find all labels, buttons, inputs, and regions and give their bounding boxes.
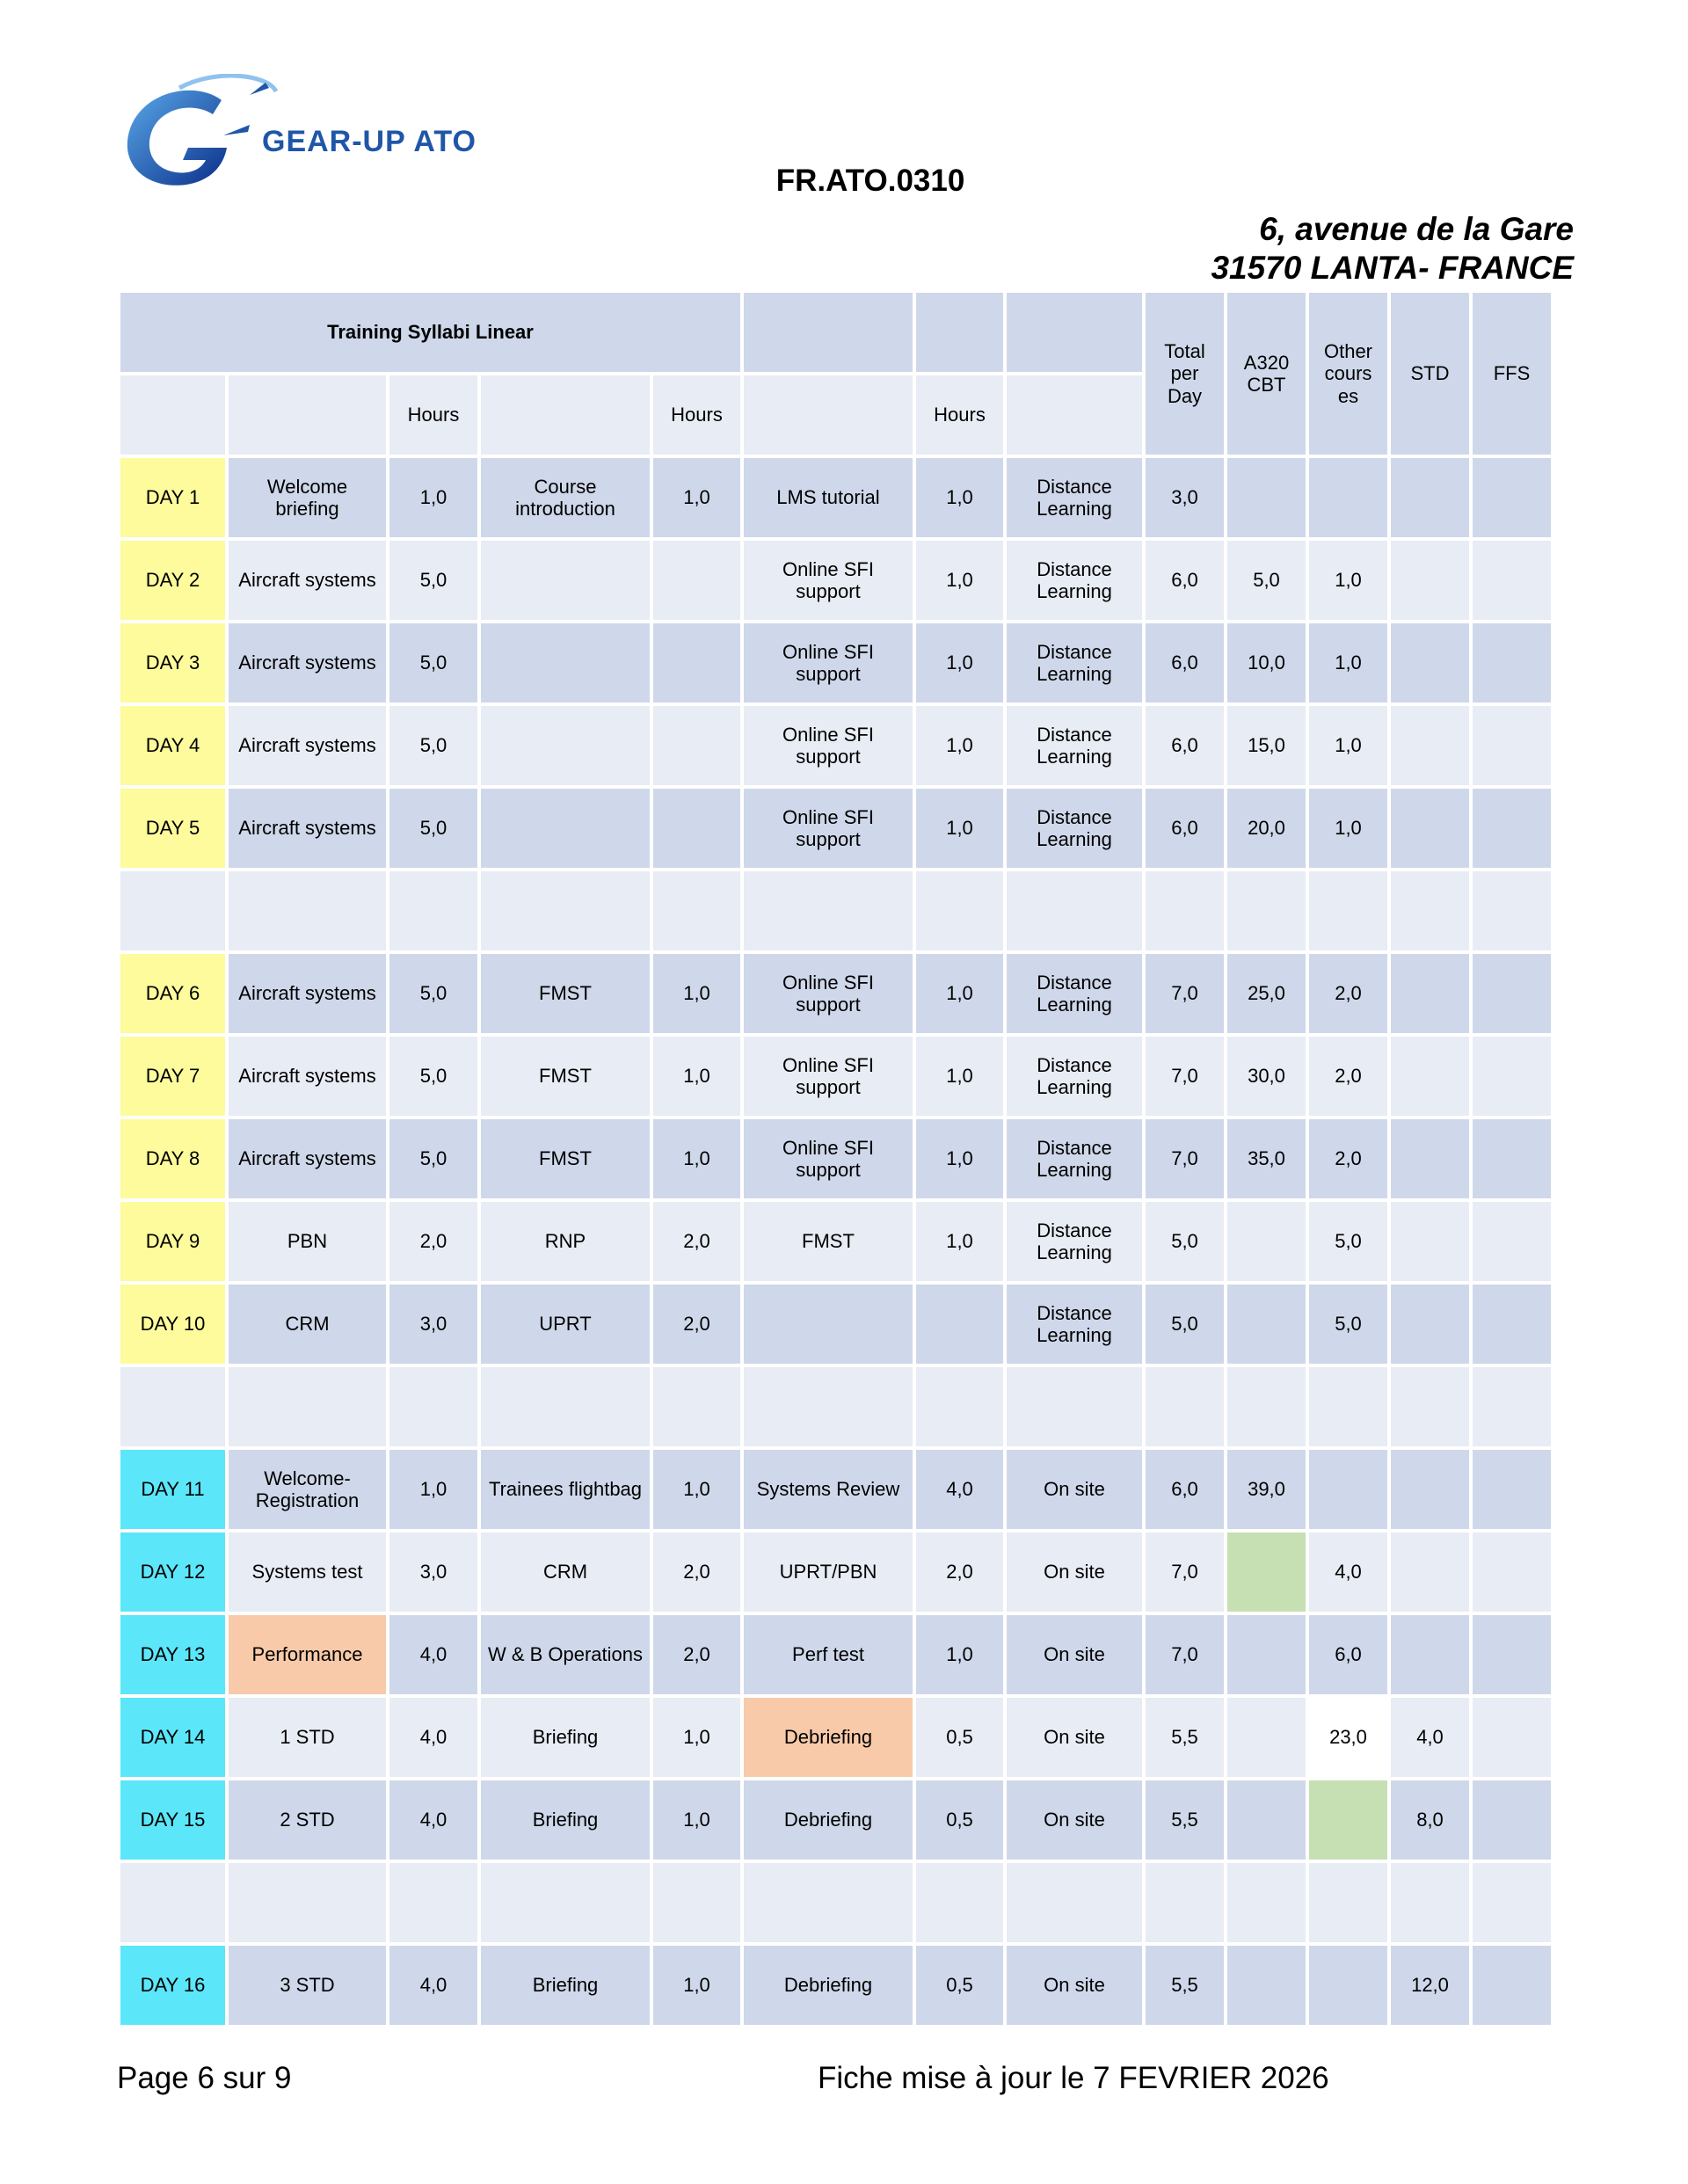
module-1-cell: 3 STD [229,1946,386,2025]
module-2-hours-cell [653,541,740,620]
document-reference: FR.ATO.0310 [775,164,965,198]
cbt-cumulative-cell: 35,0 [1227,1119,1306,1198]
module-3-cell: Systems Review [744,1450,913,1529]
cbt-cumulative-cell: 25,0 [1227,954,1306,1033]
ffs-cell [1473,1119,1551,1198]
module-3-cell: Online SFI support [744,954,913,1033]
other-courses-cell [1309,1450,1387,1529]
other-courses-cell [1309,458,1387,537]
header-blank [1007,293,1142,372]
day-cell: DAY 12 [120,1532,225,1612]
ffs-cell [1473,1285,1551,1364]
cbt-cumulative-cell [1227,1285,1306,1364]
module-3-hours-cell: 1,0 [916,706,1003,785]
module-3-hours-cell: 2,0 [916,1532,1003,1612]
delivery-mode-cell [1007,1367,1142,1446]
ffs-cell [1473,1202,1551,1281]
total-per-day-cell: 7,0 [1146,1037,1224,1116]
cbt-cumulative-cell [1227,1532,1306,1612]
module-3-hours-cell: 1,0 [916,541,1003,620]
module-2-hours-cell: 1,0 [653,1780,740,1860]
delivery-mode-cell: On site [1007,1615,1142,1694]
cbt-cumulative-cell: 5,0 [1227,541,1306,620]
module-1-hours-cell: 5,0 [389,1037,477,1116]
module-3-cell: Debriefing [744,1780,913,1860]
day-cell: DAY 16 [120,1946,225,2025]
module-3-hours-cell: 4,0 [916,1450,1003,1529]
col-header-hours-3: Hours [916,375,1003,455]
std-cell [1391,1863,1469,1942]
table-row [120,1202,1551,1281]
table-row [120,1285,1551,1364]
table-row [120,789,1551,868]
module-1-hours-cell: 3,0 [389,1532,477,1612]
std-cell [1391,706,1469,785]
module-1-cell: Aircraft systems [229,706,386,785]
ffs-cell [1473,789,1551,868]
module-1-cell: Welcome-Registration [229,1450,386,1529]
module-3-hours-cell: 1,0 [916,623,1003,703]
module-1-cell: Welcome briefing [229,458,386,537]
day-cell: DAY 2 [120,541,225,620]
std-cell [1391,541,1469,620]
table-row [120,1615,1551,1694]
module-1-hours-cell: 1,0 [389,458,477,537]
module-1-cell: Aircraft systems [229,789,386,868]
other-courses-cell: 1,0 [1309,623,1387,703]
header-blank [744,375,913,455]
delivery-mode-cell: Distance Learning [1007,789,1142,868]
ffs-cell [1473,1450,1551,1529]
day-cell: DAY 13 [120,1615,225,1694]
module-2-cell: Course introduction [481,458,650,537]
module-1-hours-cell: 2,0 [389,1202,477,1281]
std-cell [1391,623,1469,703]
module-3-hours-cell: 1,0 [916,1202,1003,1281]
day-cell: DAY 5 [120,789,225,868]
std-cell [1391,1450,1469,1529]
std-cell: 8,0 [1391,1780,1469,1860]
total-per-day-cell: 5,5 [1146,1780,1224,1860]
table-row [120,706,1551,785]
cbt-cumulative-cell [1227,1780,1306,1860]
address-line-1: 6, avenue de la Gare [1259,211,1574,247]
col-header-hours-2: Hours [653,375,740,455]
ffs-cell [1473,1367,1551,1446]
module-3-hours-cell [916,1285,1003,1364]
module-1-hours-cell: 5,0 [389,954,477,1033]
module-2-cell [481,871,650,950]
module-1-hours-cell: 5,0 [389,706,477,785]
table-row [120,1367,1551,1446]
day-cell: DAY 7 [120,1037,225,1116]
header-blank [481,375,650,455]
table-row [120,871,1551,950]
table-row [120,1037,1551,1116]
module-3-cell [744,871,913,950]
other-courses-cell [1309,1780,1387,1860]
ffs-cell [1473,623,1551,703]
delivery-mode-cell: Distance Learning [1007,1037,1142,1116]
delivery-mode-cell: On site [1007,1780,1142,1860]
module-1-hours-cell: 4,0 [389,1698,477,1777]
day-cell: DAY 8 [120,1119,225,1198]
module-1-cell: Aircraft systems [229,541,386,620]
other-courses-cell: 5,0 [1309,1202,1387,1281]
module-3-cell [744,1285,913,1364]
delivery-mode-cell: Distance Learning [1007,1119,1142,1198]
table-row [120,1863,1551,1942]
table-row [120,1698,1551,1777]
cbt-cumulative-cell [1227,1202,1306,1281]
module-3-hours-cell: 1,0 [916,954,1003,1033]
table-row [120,541,1551,620]
other-courses-cell: 4,0 [1309,1532,1387,1612]
delivery-mode-cell: Distance Learning [1007,1285,1142,1364]
module-3-cell [744,1367,913,1446]
ffs-cell [1473,1037,1551,1116]
module-3-cell [744,1863,913,1942]
day-cell: DAY 15 [120,1780,225,1860]
total-per-day-cell: 6,0 [1146,623,1224,703]
module-2-cell: FMST [481,1037,650,1116]
std-cell [1391,1285,1469,1364]
total-per-day-cell: 7,0 [1146,1615,1224,1694]
col-header-ffs: FFS [1473,293,1551,455]
total-per-day-cell: 5,0 [1146,1285,1224,1364]
cbt-cumulative-cell: 30,0 [1227,1037,1306,1116]
address-line-2: 31570 LANTA- FRANCE [1211,250,1574,286]
module-3-cell: LMS tutorial [744,458,913,537]
delivery-mode-cell: On site [1007,1532,1142,1612]
day-cell: DAY 4 [120,706,225,785]
module-2-cell [481,1367,650,1446]
module-2-hours-cell: 1,0 [653,954,740,1033]
ffs-cell [1473,458,1551,537]
module-1-hours-cell: 5,0 [389,1119,477,1198]
delivery-mode-cell: On site [1007,1450,1142,1529]
module-2-cell: Briefing [481,1780,650,1860]
company-name: GEAR-UP ATO [262,125,477,158]
total-per-day-cell [1146,1367,1224,1446]
delivery-mode-cell [1007,871,1142,950]
module-3-cell: UPRT/PBN [744,1532,913,1612]
total-per-day-cell [1146,871,1224,950]
module-2-cell: Trainees flightbag [481,1450,650,1529]
other-courses-cell [1309,871,1387,950]
module-3-hours-cell: 1,0 [916,1037,1003,1116]
delivery-mode-cell: Distance Learning [1007,706,1142,785]
cbt-cumulative-cell: 39,0 [1227,1450,1306,1529]
module-3-cell: Online SFI support [744,541,913,620]
total-per-day-cell: 5,5 [1146,1946,1224,2025]
table-row [120,1450,1551,1529]
total-per-day-cell: 7,0 [1146,1119,1224,1198]
module-3-hours-cell [916,1863,1003,1942]
module-2-cell [481,706,650,785]
module-1-cell: Performance [229,1615,386,1694]
module-2-cell: W & B Operations [481,1615,650,1694]
table-title: Training Syllabi Linear [120,293,740,372]
table-row [120,623,1551,703]
module-1-hours-cell [389,871,477,950]
module-2-hours-cell: 1,0 [653,1698,740,1777]
total-per-day-cell: 6,0 [1146,789,1224,868]
module-1-hours-cell [389,1863,477,1942]
std-cell [1391,1615,1469,1694]
module-2-hours-cell: 1,0 [653,1037,740,1116]
header-blank [1007,375,1142,455]
total-per-day-cell: 7,0 [1146,954,1224,1033]
module-2-cell: CRM [481,1532,650,1612]
module-1-cell: Systems test [229,1532,386,1612]
cbt-cumulative-cell [1227,1946,1306,2025]
std-cell [1391,789,1469,868]
cbt-cumulative-cell: 10,0 [1227,623,1306,703]
module-1-hours-cell: 3,0 [389,1285,477,1364]
module-3-cell: Perf test [744,1615,913,1694]
module-3-hours-cell [916,871,1003,950]
total-per-day-cell: 6,0 [1146,706,1224,785]
table-row [120,458,1551,537]
module-1-cell: Aircraft systems [229,623,386,703]
col-header-cbt: A320 CBT [1227,293,1306,455]
other-courses-cell [1309,1863,1387,1942]
ffs-cell [1473,871,1551,950]
delivery-mode-cell: On site [1007,1946,1142,2025]
other-courses-cell: 1,0 [1309,789,1387,868]
std-cell: 4,0 [1391,1698,1469,1777]
module-3-hours-cell: 1,0 [916,789,1003,868]
module-3-hours-cell: 1,0 [916,1119,1003,1198]
module-3-hours-cell: 1,0 [916,458,1003,537]
day-cell: DAY 3 [120,623,225,703]
module-2-hours-cell: 1,0 [653,458,740,537]
ffs-cell [1473,1615,1551,1694]
std-cell [1391,1037,1469,1116]
module-3-hours-cell [916,1367,1003,1446]
module-1-hours-cell: 5,0 [389,623,477,703]
module-1-cell [229,1863,386,1942]
module-3-cell: Online SFI support [744,1037,913,1116]
training-syllabus-table [117,289,1554,2028]
module-1-hours-cell [389,1367,477,1446]
module-3-cell: Online SFI support [744,706,913,785]
module-2-hours-cell: 2,0 [653,1532,740,1612]
col-header-other: Other cours es [1309,293,1387,455]
module-1-cell: Aircraft systems [229,954,386,1033]
module-2-hours-cell [653,1863,740,1942]
module-1-cell [229,871,386,950]
day-cell: DAY 1 [120,458,225,537]
module-2-hours-cell: 2,0 [653,1202,740,1281]
module-1-cell: Aircraft systems [229,1037,386,1116]
delivery-mode-cell: Distance Learning [1007,1202,1142,1281]
ffs-cell [1473,1698,1551,1777]
module-2-cell: FMST [481,954,650,1033]
module-3-cell: Online SFI support [744,623,913,703]
col-header-total: Total per Day [1146,293,1224,455]
table-header-row-1 [120,293,1551,372]
ffs-cell [1473,1863,1551,1942]
module-2-hours-cell: 1,0 [653,1946,740,2025]
std-cell [1391,954,1469,1033]
cbt-cumulative-cell [1227,1615,1306,1694]
page-number: Page 6 sur 9 [117,2061,292,2095]
delivery-mode-cell: Distance Learning [1007,623,1142,703]
header-blank [229,375,386,455]
ffs-cell [1473,1780,1551,1860]
module-1-cell: CRM [229,1285,386,1364]
total-per-day-cell: 3,0 [1146,458,1224,537]
cbt-cumulative-cell [1227,1367,1306,1446]
cbt-cumulative-cell: 20,0 [1227,789,1306,868]
module-3-hours-cell: 1,0 [916,1615,1003,1694]
other-courses-cell [1309,1367,1387,1446]
table-row [120,1532,1551,1612]
module-2-hours-cell: 1,0 [653,1119,740,1198]
module-2-cell: Briefing [481,1946,650,2025]
module-3-hours-cell: 0,5 [916,1698,1003,1777]
ffs-cell [1473,1532,1551,1612]
other-courses-cell: 6,0 [1309,1615,1387,1694]
module-1-hours-cell: 5,0 [389,789,477,868]
module-2-cell [481,789,650,868]
total-per-day-cell: 5,5 [1146,1698,1224,1777]
table-row [120,954,1551,1033]
cbt-cumulative-cell [1227,871,1306,950]
module-1-hours-cell: 5,0 [389,541,477,620]
header-blank [120,375,225,455]
module-2-cell: UPRT [481,1285,650,1364]
header-blank [744,293,913,372]
module-3-cell: Online SFI support [744,789,913,868]
module-2-cell [481,623,650,703]
module-3-cell: Online SFI support [744,1119,913,1198]
day-cell: DAY 10 [120,1285,225,1364]
delivery-mode-cell: On site [1007,1698,1142,1777]
module-3-cell: Debriefing [744,1946,913,2025]
delivery-mode-cell: Distance Learning [1007,954,1142,1033]
module-3-cell: Debriefing [744,1698,913,1777]
module-1-cell: 1 STD [229,1698,386,1777]
module-3-hours-cell: 0,5 [916,1780,1003,1860]
delivery-mode-cell: Distance Learning [1007,458,1142,537]
ffs-cell [1473,1946,1551,2025]
total-per-day-cell: 7,0 [1146,1532,1224,1612]
other-courses-cell: 5,0 [1309,1285,1387,1364]
std-cell [1391,1119,1469,1198]
day-cell [120,1863,225,1942]
day-cell: DAY 14 [120,1698,225,1777]
module-2-cell [481,1863,650,1942]
module-1-hours-cell: 4,0 [389,1780,477,1860]
other-courses-cell: 2,0 [1309,1037,1387,1116]
module-2-hours-cell [653,871,740,950]
module-2-hours-cell: 2,0 [653,1615,740,1694]
day-cell: DAY 11 [120,1450,225,1529]
module-2-hours-cell: 1,0 [653,1450,740,1529]
table-row [120,1780,1551,1860]
other-courses-cell: 23,0 [1309,1698,1387,1777]
cbt-cumulative-cell [1227,1863,1306,1942]
header-blank [916,293,1003,372]
module-2-cell [481,541,650,620]
module-1-hours-cell: 4,0 [389,1946,477,2025]
day-cell: DAY 6 [120,954,225,1033]
std-cell [1391,458,1469,537]
module-2-cell: RNP [481,1202,650,1281]
total-per-day-cell: 5,0 [1146,1202,1224,1281]
total-per-day-cell [1146,1863,1224,1942]
delivery-mode-cell: Distance Learning [1007,541,1142,620]
module-2-hours-cell [653,706,740,785]
module-2-hours-cell: 2,0 [653,1285,740,1364]
total-per-day-cell: 6,0 [1146,541,1224,620]
module-2-cell: FMST [481,1119,650,1198]
delivery-mode-cell [1007,1863,1142,1942]
cbt-cumulative-cell [1227,458,1306,537]
other-courses-cell: 1,0 [1309,541,1387,620]
std-cell: 12,0 [1391,1946,1469,2025]
std-cell [1391,871,1469,950]
std-cell [1391,1367,1469,1446]
module-2-hours-cell [653,789,740,868]
ffs-cell [1473,541,1551,620]
day-cell [120,871,225,950]
other-courses-cell: 1,0 [1309,706,1387,785]
cbt-cumulative-cell: 15,0 [1227,706,1306,785]
std-cell [1391,1532,1469,1612]
module-2-hours-cell [653,1367,740,1446]
ffs-cell [1473,706,1551,785]
col-header-hours-1: Hours [389,375,477,455]
col-header-std: STD [1391,293,1469,455]
module-3-cell: FMST [744,1202,913,1281]
module-1-cell: 2 STD [229,1780,386,1860]
module-2-hours-cell [653,623,740,703]
module-1-cell: PBN [229,1202,386,1281]
table-row [120,1119,1551,1198]
module-1-cell: Aircraft systems [229,1119,386,1198]
day-cell: DAY 9 [120,1202,225,1281]
other-courses-cell: 2,0 [1309,1119,1387,1198]
ffs-cell [1473,954,1551,1033]
table-row [120,1946,1551,2025]
day-cell [120,1367,225,1446]
module-1-hours-cell: 1,0 [389,1450,477,1529]
module-1-hours-cell: 4,0 [389,1615,477,1694]
update-date: Fiche mise à jour le 7 FEVRIER 2026 [818,2061,1329,2095]
module-1-cell [229,1367,386,1446]
cbt-cumulative-cell [1227,1698,1306,1777]
other-courses-cell: 2,0 [1309,954,1387,1033]
other-courses-cell [1309,1946,1387,2025]
std-cell [1391,1202,1469,1281]
module-2-cell: Briefing [481,1698,650,1777]
total-per-day-cell: 6,0 [1146,1450,1224,1529]
module-3-hours-cell: 0,5 [916,1946,1003,2025]
